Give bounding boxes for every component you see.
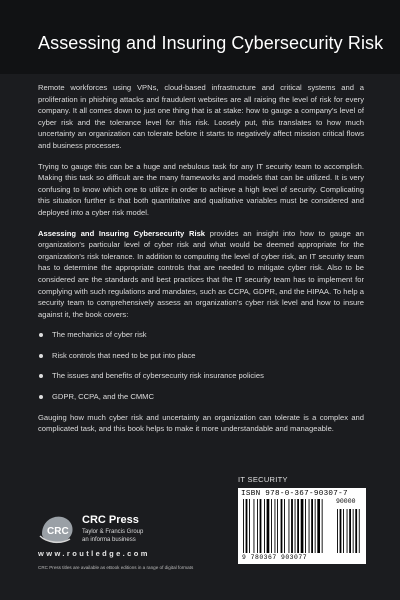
publisher-group bbox=[82, 528, 143, 544]
isbn-label: ISBN 978-0-367-90307-7 bbox=[241, 490, 348, 498]
publisher-line-2: an informa business bbox=[82, 537, 136, 543]
back-cover-description bbox=[38, 82, 364, 444]
isbn-barcode bbox=[238, 488, 366, 564]
list-item: The issues and benefits of cybersecurity risk insurance policies bbox=[38, 370, 364, 382]
list-item: GDPR, CCPA, and the CMMC bbox=[38, 391, 364, 403]
ean-number: 9 780367 903077 bbox=[242, 554, 308, 561]
topics-list bbox=[38, 329, 364, 402]
paragraph-4: Gauging how much cyber risk and uncertainty an organization can tolerate is a complex and complicated task, and this book helps to make it more understandable and manageable. bbox=[38, 412, 364, 434]
publisher-line-1: Taylor & Francis Group bbox=[82, 529, 144, 535]
paragraph-1: Remote workforces using VPNs, cloud-based infrastructure and critical systems and a proliferation in phishing attacks and fraudulent websites are all raising the level of risk for every company. It all comes down to just one thing that is at stake: how to gauge a company's level of cyber risk and the tolerance level for this risk. Loosely put, this translates to how much uncertainty an organization can tolerate before it starts to negatively affect mission critical flows and business processes. bbox=[38, 83, 364, 150]
addon-number: 90000 bbox=[336, 498, 356, 505]
paragraph-3-text: provides an insight into how to gauge an organization's particular level of cyber risk and what would be deemed appropriate for the organization's risk tolerance. In addition to computing the level of cyber risk, an IT security team has to determine the appropriate controls that are needed to mitigate cyber risk. Also to be considered are the standards and best practices that the IT security team has to implement for complying with such regulations and mandates, such as CCPA, GDPR, and the HIPAA. To help a security team to comprehensively assess an organization's cyber risk level and how to insure against it, the book covers: bbox=[38, 228, 364, 319]
book-title: Assessing and Insuring Cybersecurity Risk bbox=[38, 33, 384, 53]
book-title-inline: Assessing and Insuring Cybersecurity Risk bbox=[38, 228, 206, 238]
paragraph-2: Trying to gauge this can be a huge and nebulous task for any IT security team to accomplish. Making this task so difficult are the many frameworks and models that can be utilized. It is very confusing to know which one to utilize in order to achieve a high level of security. Complicating this situation further is that both quantitative and qualitative variables must be considered and deployed into a cyber risk model. bbox=[38, 161, 364, 217]
ebook-footnote: CRC Press titles are available as eBook editions in a range of digital formats bbox=[38, 565, 194, 570]
barcode-icon bbox=[241, 499, 363, 555]
subject-category: IT SECURITY bbox=[238, 475, 288, 484]
list-item: Risk controls that need to be put into place bbox=[38, 350, 364, 362]
list-item: The mechanics of cyber risk bbox=[38, 329, 364, 341]
paragraph-3 bbox=[38, 228, 364, 321]
title-band bbox=[0, 0, 400, 74]
publisher-website: www.routledge.com bbox=[38, 549, 150, 558]
publisher-name: CRC Press bbox=[82, 514, 139, 526]
crc-press-logo bbox=[38, 512, 76, 546]
logo-letters: CRC bbox=[47, 526, 69, 537]
